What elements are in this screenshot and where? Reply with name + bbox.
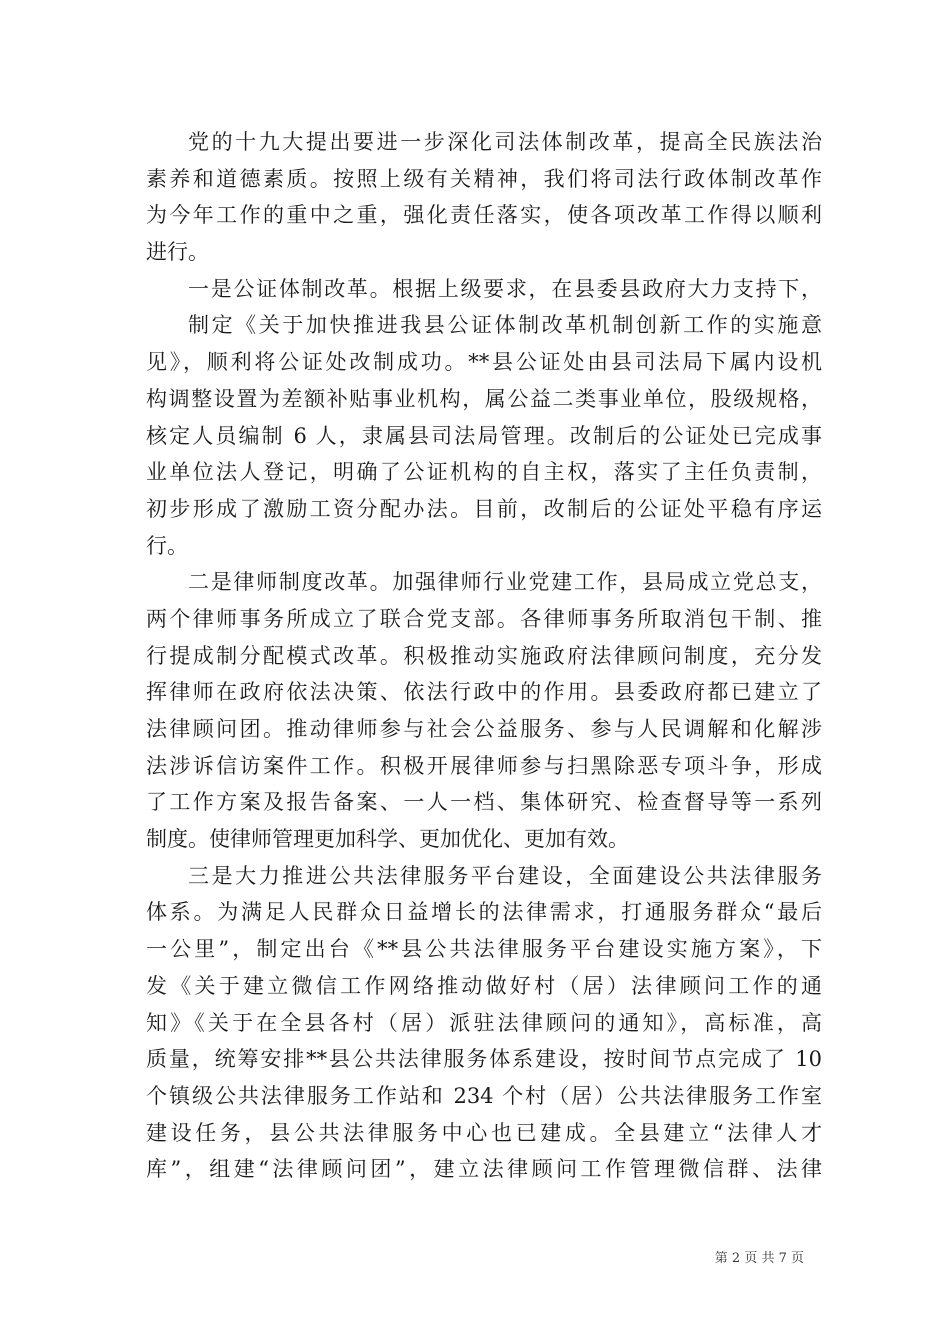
text-line: 质量，统筹安排**县公共法律服务体系建设，按时间节点完成了 10 bbox=[146, 1047, 822, 1072]
text-line: 行提成制分配模式改革。积极推动实施政府法律顾问制度，充分发 bbox=[146, 643, 822, 668]
text-line: 构调整设置为差额补贴事业机构，属公益二类事业单位，股级规格， bbox=[146, 386, 822, 411]
text-line: 知》《关于在全县各村（居）派驻法律顾问的通知》，高标准，高 bbox=[146, 1010, 822, 1035]
text-line: 见》，顺利将公证处改制成功。**县公证处由县司法局下属内设机 bbox=[146, 350, 822, 375]
text-line: 初步形成了激励工资分配办法。目前，改制后的公证处平稳有序运 bbox=[146, 496, 822, 521]
text-line: 法律顾问团。推动律师参与社会公益服务、参与人民调解和化解涉 bbox=[146, 717, 822, 741]
text-line: 行。 bbox=[146, 533, 188, 558]
text-line: 一是公证体制改革。根据上级要求，在县委县政府大力支持下， bbox=[188, 276, 822, 301]
text-line: 发《关于建立微信工作网络推动做好村（居）法律顾问工作的通 bbox=[146, 973, 822, 998]
text-line: 核定人员编制 6 人，隶属县司法局管理。改制后的公证处已完成事 bbox=[146, 423, 822, 448]
text-line: 两个律师事务所成立了联合党支部。各律师事务所取消包干制、推 bbox=[146, 606, 822, 631]
text-line: 体系。为满足人民群众日益增长的法律需求，打通服务群众“最后 bbox=[146, 900, 822, 925]
text-line: 库”，组建“法律顾问团”，建立法律顾问工作管理微信群、法律 bbox=[146, 1157, 822, 1182]
text-line: 了工作方案及报告备案、一人一档、集体研究、检查督导等一系列 bbox=[146, 790, 822, 815]
text-line: 挥律师在政府依法决策、依法行政中的作用。县委政府都已建立了 bbox=[146, 680, 822, 705]
text-line: 个镇级公共法律服务工作站和 234 个村（居）公共法律服务工作室 bbox=[146, 1083, 822, 1108]
text-line: 二是律师制度改革。加强律师行业党建工作，县局成立党总支， bbox=[188, 570, 822, 595]
text-line: 制度。使律师管理更加科学、更加优化、更加有效。 bbox=[146, 827, 629, 852]
text-line: 法涉诉信访案件工作。积极开展律师参与扫黑除恶专项斗争，形成 bbox=[146, 753, 822, 778]
text-line: 业单位法人登记，明确了公证机构的自主权，落实了主任负责制， bbox=[146, 460, 822, 485]
text-line: 素养和道德素质。按照上级有关精神，我们将司法行政体制改革作 bbox=[146, 166, 822, 191]
text-line: 制定《关于加快推进我县公证体制改革机制创新工作的实施意 bbox=[188, 313, 822, 338]
text-line: 进行。 bbox=[146, 240, 209, 265]
text-line: 党的十九大提出要进一步深化司法体制改革，提高全民族法治 bbox=[188, 130, 822, 154]
document-body bbox=[146, 124, 822, 1188]
page-number: 第 2 页 共 7 页 bbox=[714, 1251, 804, 1266]
text-line: 为今年工作的重中之重，强化责任落实，使各项改革工作得以顺利 bbox=[146, 203, 822, 228]
text-line: 一公里”，制定出台《**县公共法律服务平台建设实施方案》，下 bbox=[146, 937, 822, 962]
text-line: 三是大力推进公共法律服务平台建设，全面建设公共法律服务 bbox=[188, 863, 822, 888]
text-line: 建设任务，县公共法律服务中心也已建成。全县建立“法律人才 bbox=[146, 1120, 822, 1145]
